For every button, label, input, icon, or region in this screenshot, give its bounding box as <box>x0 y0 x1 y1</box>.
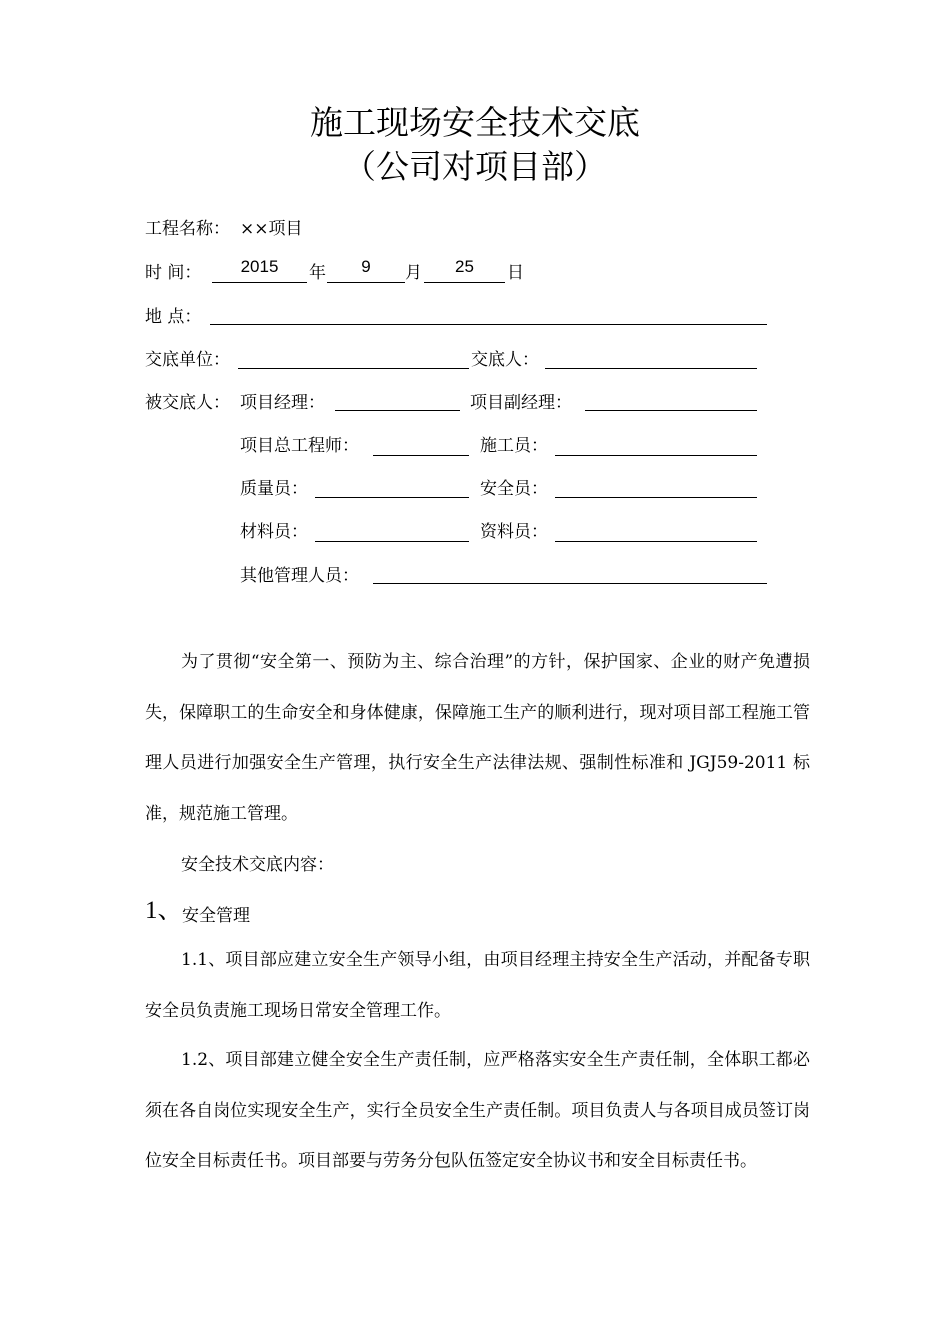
content-heading: 安全技术交底内容： <box>181 855 334 875</box>
year-value[interactable]: 2015 <box>240 257 279 276</box>
safety-field[interactable] <box>555 497 757 498</box>
chief-engineer-field[interactable] <box>373 455 469 456</box>
section-title: 安全管理 <box>182 906 250 926</box>
quality-field[interactable] <box>315 497 469 498</box>
paragraph-1-1: 1.1、项目部应建立安全生产领导小组，由项目经理主持安全生产活动，并配备专职安全员负责施工现场日常安全管理工作。 <box>145 950 810 1021</box>
pm-label: 项目经理： <box>240 393 325 413</box>
unit-field[interactable] <box>238 368 469 369</box>
month-unit: 月 <box>405 263 422 283</box>
constructor-field[interactable] <box>555 455 757 456</box>
day-value[interactable]: 25 <box>455 257 474 276</box>
project-name-label: 工程名称： <box>145 219 230 239</box>
document-field[interactable] <box>555 541 757 542</box>
presenter-label: 交底人： <box>471 350 539 370</box>
document-title: 施工现场安全技术交底 <box>310 103 640 142</box>
pm-field[interactable] <box>335 410 460 411</box>
document-subtitle: （公司对项目部） <box>343 147 607 186</box>
place-field[interactable] <box>210 324 767 325</box>
paragraph-1-2: 1.2、项目部建立健全安全生产责任制，应严格落实安全生产责任制，全体职工都必须在各自岗位实现安全生产，实行全员安全生产责任制。项目负责人与各项目成员签订岗位安全目标责任书。项目部要与劳务分包队伍签定安全协议书和安全目标责任书。 <box>145 1050 810 1171</box>
month-underline <box>327 282 405 283</box>
other-staff-field[interactable] <box>373 583 767 584</box>
recipients-label: 被交底人： <box>145 393 230 413</box>
intro-paragraph: 为了贯彻“安全第一、预防为主、综合治理”的方针，保护国家、企业的财产免遭损失，保障职工的生命安全和身体健康，保障施工生产的顺利进行，现对项目部工程施工管理人员进行加强安全生产管理，执行安全生产法律法规、强制性标准和 JGJ59-2011 标准，规范施工管理。 <box>145 652 810 824</box>
time-label: 时 间： <box>145 263 202 283</box>
deputy-pm-label: 项目副经理： <box>470 393 572 413</box>
section-number: 1、 <box>145 897 183 924</box>
constructor-label: 施工员： <box>480 436 548 456</box>
year-underline <box>212 282 307 283</box>
material-label: 材料员： <box>240 522 308 542</box>
year-unit: 年 <box>309 263 326 283</box>
place-label: 地 点： <box>145 307 202 327</box>
presenter-field[interactable] <box>545 368 757 369</box>
chief-engineer-label: 项目总工程师： <box>240 436 359 456</box>
material-field[interactable] <box>315 541 469 542</box>
day-underline <box>424 282 505 283</box>
day-unit: 日 <box>507 263 524 283</box>
deputy-pm-field[interactable] <box>585 410 757 411</box>
unit-label: 交底单位： <box>145 350 230 370</box>
project-name-value: ××项目 <box>240 219 303 239</box>
other-staff-label: 其他管理人员： <box>240 566 359 586</box>
quality-label: 质量员： <box>240 479 308 499</box>
month-value[interactable]: 9 <box>361 257 371 276</box>
safety-label: 安全员： <box>480 479 548 499</box>
document-label: 资料员： <box>480 522 548 542</box>
